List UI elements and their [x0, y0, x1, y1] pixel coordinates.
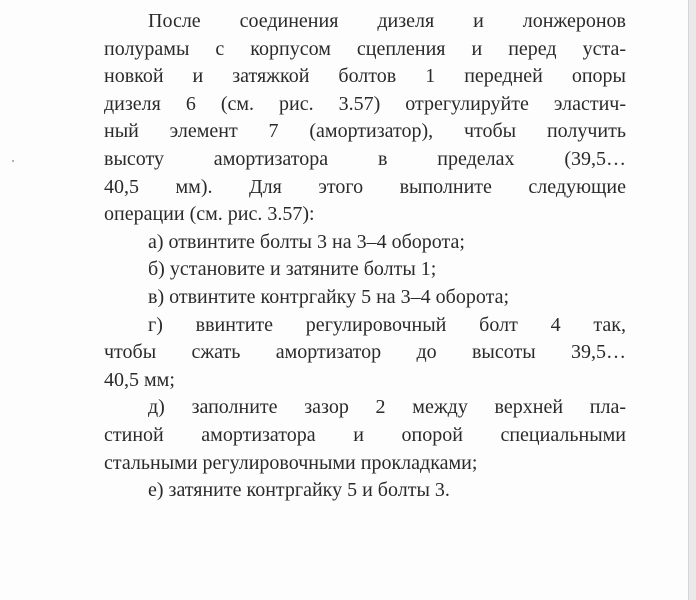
text-line: дизеля 6 (см. рис. 3.57) отрегулируйте эластич-: [104, 92, 626, 115]
text-line: высоту амортизатора в пределах (39,5…: [104, 147, 626, 170]
text-line: д) заполните зазор 2 между верхней пла-: [148, 396, 626, 419]
text-line: новкой и затяжкой болтов 1 передней опоры: [104, 65, 626, 88]
text-line: г) ввинтите регулировочный болт 4 так,: [148, 313, 626, 336]
step-d: [104, 312, 626, 395]
text-line: стиной амортизатора и опорой специальными: [104, 423, 626, 446]
text-line: б) установите и затяните болты 1;: [148, 258, 437, 281]
text-line: 40,5 мм;: [104, 368, 175, 391]
page-edge: [688, 0, 696, 600]
scan-speck: [12, 160, 14, 162]
text-line: а) отвинтите болты 3 на 3–4 оборота;: [148, 230, 465, 253]
step-c: [104, 284, 626, 312]
text-line: 40,5 мм). Для этого выполните следующие: [104, 175, 626, 198]
intro-paragraph: [104, 8, 626, 229]
text-line: операции (см. рис. 3.57):: [104, 203, 315, 226]
step-e: [104, 394, 626, 477]
text-line: е) затяните контргайку 5 и болты 3.: [148, 479, 450, 502]
text-line: ный элемент 7 (амортизатор), чтобы получить: [104, 120, 626, 143]
step-a: [104, 229, 626, 257]
document-text: [104, 8, 626, 505]
step-b: [104, 256, 626, 284]
text-line: чтобы сжать амортизатор до высоты 39,5…: [104, 341, 626, 364]
text-line: в) отвинтите контргайку 5 на 3–4 оборота;: [148, 285, 510, 308]
text-line: стальными регулировочными прокладками;: [104, 451, 478, 474]
step-f: [104, 477, 626, 505]
text-line: После соединения дизеля и лонжеронов: [148, 10, 626, 32]
text-line: полурамы с корпусом сцепления и перед уста-: [104, 37, 626, 60]
